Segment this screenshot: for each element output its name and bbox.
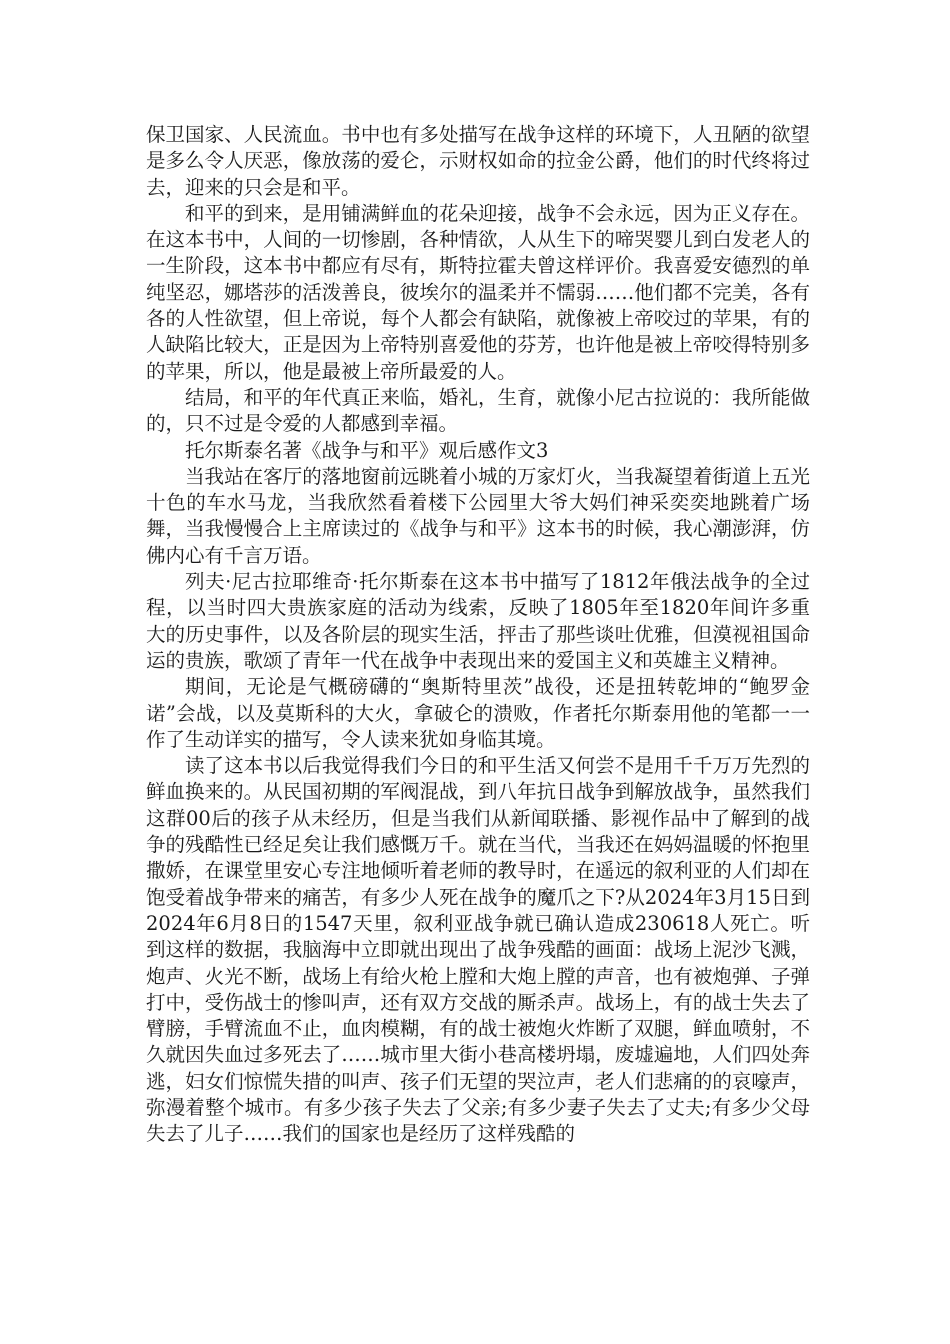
paragraph-6: 期间，无论是气概磅礴的“奥斯特里茨”战役，还是扭转乾坤的“鲍罗金诺”会战，以及莫斯科的大火，拿破仑的溃败，作者托尔斯泰用他的笔都一一作了生动详实的描写，令人读来犹如身临其境。 [146, 675, 810, 751]
paragraph-4: 当我站在客厅的落地窗前远眺着小城的万家灯火，当我凝望着街道上五光十色的车水马龙，当我欣然看着楼下公园里大爷大妈们神采奕奕地跳着广场舞，当我慢慢合上主席读过的《战争与和平》这本书的时候，我心潮澎湃，仿佛内心有千言万语。 [146, 464, 810, 567]
paragraph-3: 结局，和平的年代真正来临，婚礼，生育，就像小尼古拉说的：我所能做的，只不过是令爱的人都感到幸福。 [146, 385, 810, 436]
document-body [146, 122, 810, 1148]
paragraph-2: 和平的到来，是用铺满鲜血的花朵迎接，战争不会永远，因为正义存在。在这本书中，人间的一切惨剧，各种情欲，人从生下的啼哭婴儿到白发老人的一生阶段，这本书中都应有尽有，斯特拉霍夫曾这样评价。我喜爱安德烈的单纯坚忍，娜塔莎的活泼善良，彼埃尔的温柔并不懦弱……他们都不完美，各有各的人性欲望，但上帝说，每个人都会有缺陷，就像被上帝咬过的苹果，有的人缺陷比较大，正是因为上帝特别喜爱他的芬芳，也许他是被上帝咬得特别多的苹果，所以，他是最被上帝所最爱的人。 [146, 201, 810, 383]
section-title: 托尔斯泰名著《战争与和平》观后感作文3 [185, 438, 549, 462]
paragraph-1: 保卫国家、人民流血。书中也有多处描写在战争这样的环境下，人丑陋的欲望是多么令人厌恶，像放荡的爱仑，示财权如命的拉金公爵，他们的时代终将过去，迎来的只会是和平。 [146, 123, 810, 199]
paragraph-5: 列夫·尼古拉耶维奇·托尔斯泰在这本书中描写了1812年俄法战争的全过程，以当时四大贵族家庭的活动为线索，反映了1805年至1820年间许多重大的历史事件，以及各阶层的现实生活，抨击了那些谈吐优雅，但漠视祖国命运的贵族，歌颂了青年一代在战争中表现出来的爱国主义和英雄主义精神。 [146, 570, 810, 672]
paragraph-7: 读了这本书以后我觉得我们今日的和平生活又何尝不是用千千万万先烈的鲜血换来的。从民国初期的军阀混战，到八年抗日战争到解放战争，虽然我们这群00后的孩子从未经历，但是当我们从新闻联播、影视作品中了解到的战争的残酷性已经足矣让我们感慨万千。就在当代，当我还在妈妈温暖的怀抱里撒娇，在课堂里安心专注地倾听着老师的教导时，在遥远的叙利亚的人们却在饱受着战争带来的痛苦，有多少人死在战争的魔爪之下?从2024年3月15日到2024年6月8日的1547天里，叙利亚战争就已确认造成230618人死亡。听到这样的数据，我脑海中立即就出现出了战争残酷的画面：战场上泥沙飞溅，炮声、火光不断，战场上有给火枪上膛和大炮上膛的声音，也有被炮弹、子弹打中，受伤战士的惨叫声，还有双方交战的厮杀声。战场上，有的战士失去了臂膀，手臂流血不止，血肉模糊，有的战士被炮火炸断了双腿，鲜血喷射，不久就因失血过多死去了……城市里大街小巷高楼坍塌，废墟遍地，人们四处奔逃，妇女们惊慌失措的叫声、孩子们无望的哭泣声，老人们悲痛的的哀嚎声，弥漫着整个城市。有多少孩子失去了父亲;有多少妻子失去了丈夫;有多少父母失去了儿子……我们的国家也是经历了这样残酷的 [146, 754, 810, 1146]
